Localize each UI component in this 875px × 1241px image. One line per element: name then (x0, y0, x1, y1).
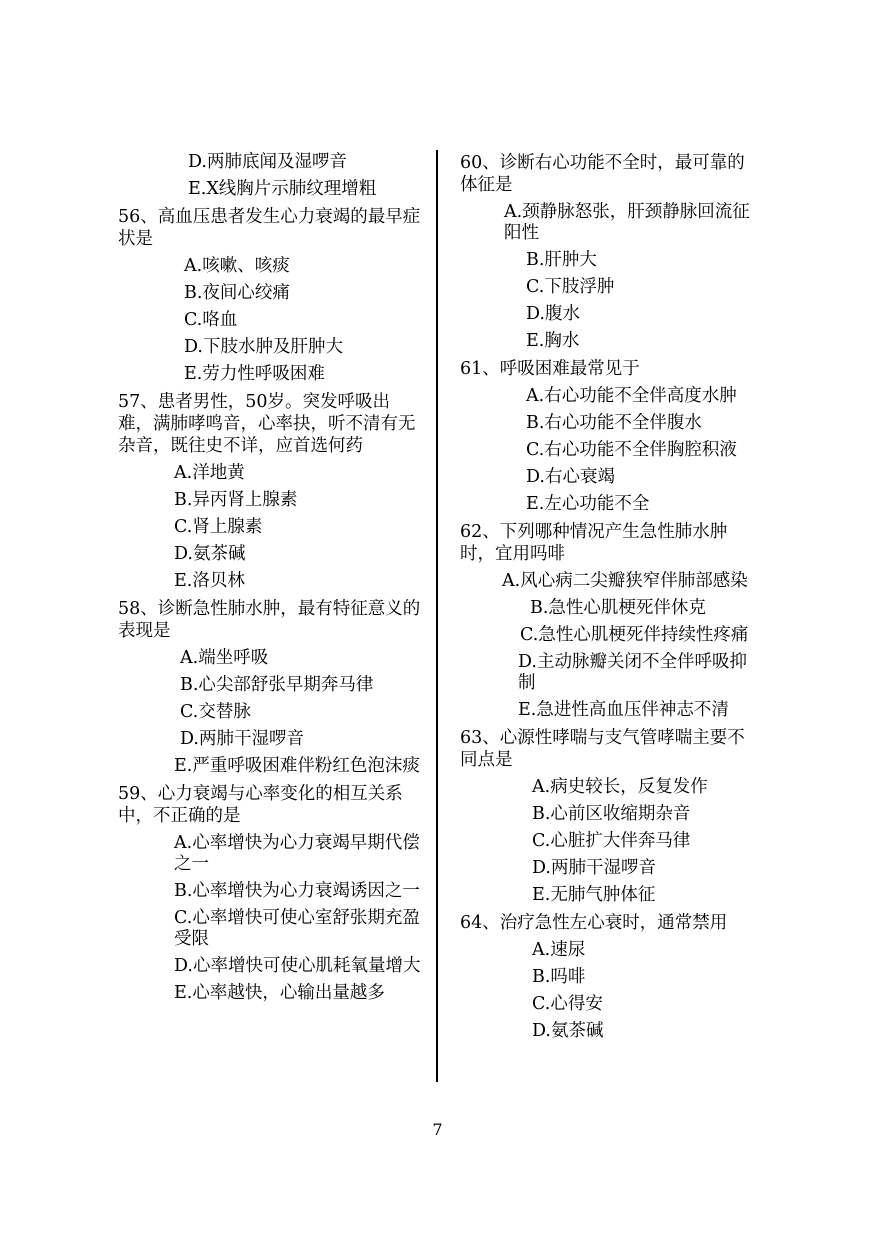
question-stem: 59、心力衰竭与心率变化的相互关系中，不正确的是 (118, 784, 403, 826)
answer-option: B.心率增快为心力衰竭诱因之一 (174, 881, 420, 901)
question-block (118, 391, 424, 592)
answer-option: C.右心功能不全伴胸腔积液 (526, 440, 737, 460)
answer-option: E.严重呼吸困难伴粉红色泡沫痰 (174, 756, 420, 776)
answer-option: E.X线胸片示肺纹理增粗 (188, 179, 377, 199)
question-block (460, 152, 760, 352)
answer-option: C.交替脉 (180, 702, 251, 722)
answer-option: A.右心功能不全伴高度水肿 (526, 386, 737, 406)
question-block (118, 598, 424, 777)
question-block (118, 206, 424, 385)
answer-option: D.右心衰竭 (526, 467, 615, 487)
answer-option: B.吗啡 (532, 967, 586, 987)
answer-option: A.心率增快为心力衰竭早期代偿之一 (174, 833, 420, 874)
answer-option: E.无肺气肿体征 (532, 885, 656, 905)
question-stem: 61、呼吸困难最常见于 (460, 359, 640, 379)
answer-option: E.胸水 (526, 331, 580, 351)
right-column (460, 146, 760, 1042)
page-number: 7 (432, 1120, 443, 1139)
column-divider (436, 150, 438, 1082)
answer-option: C.心脏扩大伴奔马律 (532, 831, 691, 851)
question-block (460, 727, 760, 906)
answer-option: C.急性心肌梗死伴持续性疼痛 (520, 625, 749, 645)
question-stem: 58、诊断急性肺水肿，最有特征意义的表现是 (118, 599, 421, 641)
answer-option: E.左心功能不全 (526, 494, 650, 514)
question-stem: 57、患者男性，50岁。突发呼吸出难，满肺哮鸣音，心率抉，听不清有无杂音，既往史不详，应首选何药 (118, 392, 416, 456)
answer-option: B.夜间心绞痛 (184, 283, 290, 303)
answer-option: C.咯血 (184, 310, 238, 330)
answer-option: B.心前区收缩期杂音 (532, 804, 691, 824)
answer-option: E.心率越快，心输出量越多 (174, 983, 385, 1003)
answer-option: A.端坐呼吸 (180, 648, 269, 668)
answer-option: B.异丙肾上腺素 (174, 490, 298, 510)
question-stem: 56、高血压患者发生心力衰竭的最早症状是 (118, 207, 421, 249)
question-stem: 63、心源性哮喘与支气管哮喘主要不同点是 (460, 728, 745, 770)
question-block (460, 358, 760, 515)
question-block (118, 783, 424, 1004)
answer-option: A.洋地黄 (174, 463, 245, 483)
answer-option: D.氨茶碱 (174, 544, 246, 564)
question-stem: 60、诊断右心功能不全时，最可靠的体征是 (460, 153, 745, 195)
answer-option: E.急进性高血压伴神志不清 (518, 700, 729, 720)
answer-option: D.氨茶碱 (532, 1021, 604, 1041)
question-stem: 64、治疗急性左心衰时，通常禁用 (460, 913, 728, 933)
answer-option: D.两肺干湿啰音 (532, 858, 656, 878)
question-block (460, 521, 760, 721)
answer-option: D.两肺底闻及湿啰音 (188, 152, 347, 172)
answer-option: C.心率增快可使心室舒张期充盈受限 (174, 908, 420, 949)
answer-option: C.下肢浮肿 (526, 277, 615, 297)
answer-option: E.洛贝林 (174, 571, 245, 591)
answer-option: A.速尿 (532, 940, 586, 960)
left-column (118, 146, 424, 1004)
answer-option: E.劳力性呼吸困难 (184, 364, 325, 384)
answer-option: D.心率增快可使心肌耗氧量增大 (174, 956, 421, 976)
question-block (460, 912, 760, 1042)
answer-option: D.下肢水肿及肝肿大 (184, 337, 343, 357)
answer-option: A.咳嗽、咳痰 (184, 256, 290, 276)
answer-option: A.颈静脉怒张，肝颈静脉回流征阳性 (504, 202, 750, 243)
answer-option: A.风心病二尖瓣狭窄伴肺部感染 (502, 571, 748, 591)
answer-option: B.肝肿大 (526, 250, 597, 270)
answer-option: C.肾上腺素 (174, 517, 263, 537)
answer-option: B.右心功能不全伴腹水 (526, 413, 702, 433)
answer-option: D.腹水 (526, 304, 580, 324)
answer-option: A.病史较长，反复发作 (532, 777, 708, 797)
question-stem: 62、下列哪种情况产生急性肺水肿时，宜用吗啡 (460, 522, 728, 564)
answer-option: D.两肺干湿啰音 (180, 729, 304, 749)
answer-option: B.心尖部舒张早期奔马律 (180, 675, 374, 695)
answer-option: C.心得安 (532, 994, 603, 1014)
answer-option: B.急性心肌梗死伴休克 (530, 598, 706, 618)
answer-option: D.主动脉瓣关闭不全伴呼吸抑制 (518, 652, 747, 693)
